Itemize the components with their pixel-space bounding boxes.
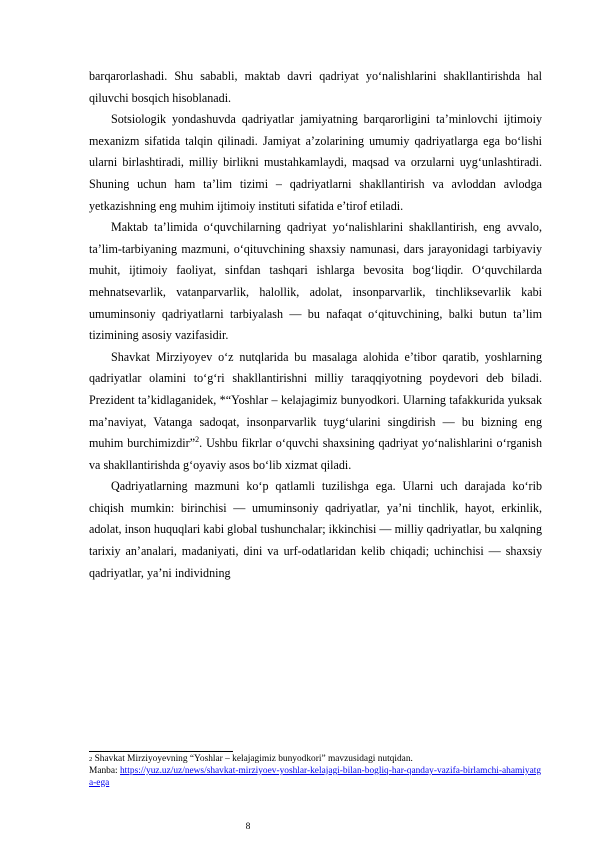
footnote-mark: 2	[89, 756, 93, 763]
paragraph-president-quote	[89, 347, 542, 477]
page-number: 8	[245, 822, 251, 832]
footnote-separator	[89, 751, 233, 752]
quote-text: Shavkat Mirziyoyev o‘z nutqlarida bu masalaga alohida e’tibor qaratib, yoshlarning qadriyatlar olamini to‘g‘ri shakllantirishni milliy taraqqiyotning poydevori deb biladi. Prezident ta’kidlaganidek, *“Yoshlar – kelajagimiz bunyodkori. Ularning tafakkurida yuksak ma’naviyat, Vatanga sadoqat, insonparvarlik tuyg‘ularini singdirish — bu bizning eng muhim burchimizdir”	[89, 349, 542, 451]
footnote-reference[interactable]: 2	[195, 435, 200, 445]
footnote	[89, 754, 542, 789]
quote-tail: . Ushbu fikrlar o‘quvchi shaxsining qadriyat yo‘nalishlarini o‘rganish va shakllantirishda g‘oyaviy asos bo‘lib xizmat qiladi.	[89, 436, 543, 472]
footnote-source	[89, 766, 542, 790]
footnote-source-label: Manba:	[89, 765, 120, 776]
footnote-text: Shavkat Mirziyoyevning “Yoshlar – kelajagimiz bunyodkori” mavzusidagi nutqidan.	[94, 754, 413, 764]
paragraph-continuation: barqarorlashadi. Shu sababli, maktab davri qadriyat yo‘nalishlarini shakllantirishda hal qiluvchi bosqich hisoblanadi.	[89, 69, 542, 105]
footnote-line	[89, 754, 542, 766]
paragraph-sociological-approach: Sotsiologik yondashuvda qadriyatlar jamiyatning barqarorligini ta’minlovchi ijtimoiy mexanizm sifatida talqin qilinadi. Jamiyat a’zolarining umumiy qadriyatlarga ega bo‘lishi ularni birlashtiradi, milliy birlikni mustahkamlaydi, maqsad va orzularni uyg‘unlashtiradi. Shuning uchun ham ta’lim tizimi – qadriyatlarni shakllantirish va avloddan avlodga yetkazishning eng muhim ijtimoiy instituti sifatida e’tirof etiladi.	[89, 112, 542, 213]
footnote-source-link[interactable]: https://yuz.uz/uz/news/shavkat-mirziyoev-yoshlar-kelajagi-bilan-bogliq-har-qanday-vazifa-birlamchi-ahamiyatga-ega	[89, 765, 542, 788]
paragraph-value-levels: Qadriyatlarning mazmuni ko‘p qatlamli tuzilishga ega. Ularni uch darajada ko‘rib chiqish mumkin: birinchisi — umuminsoniy qadriyatlar, ya’ni tinchlik, hayot, erkinlik, adolat, inson huquqlari kabi global tushunchalar; ikkinchisi — milliy qadriyatlar, bu xalqning tarixiy an’analari, madaniyati, dini va urf-odatlaridan kelib chiqadi; uchinchisi — shaxsiy qadriyatlar, ya’ni individning	[89, 479, 542, 580]
main-text	[89, 66, 542, 584]
paragraph-school-education: Maktab ta’limida o‘quvchilarning qadriyat yo‘nalishlarini shakllantirish, eng avvalo, ta’lim-tarbiyaning mazmuni, o‘qituvchining shaxsiy namunasi, dars jarayonidagi tarbiyaviy muhit, ijtimoiy faoliyat, sinfdan tashqari ishlarga bevosita bog‘liqdir. O‘quvchilarda mehnatsevarlik, vatanparvarlik, halollik, adolat, insonparvarlik, tinchliksevarlik kabi umuminsoniy qadriyatlarni tarbiyalash — bu nafaqat o‘qituvchining, balki butun ta’lim tizimining asosiy vazifasidir.	[89, 220, 542, 343]
